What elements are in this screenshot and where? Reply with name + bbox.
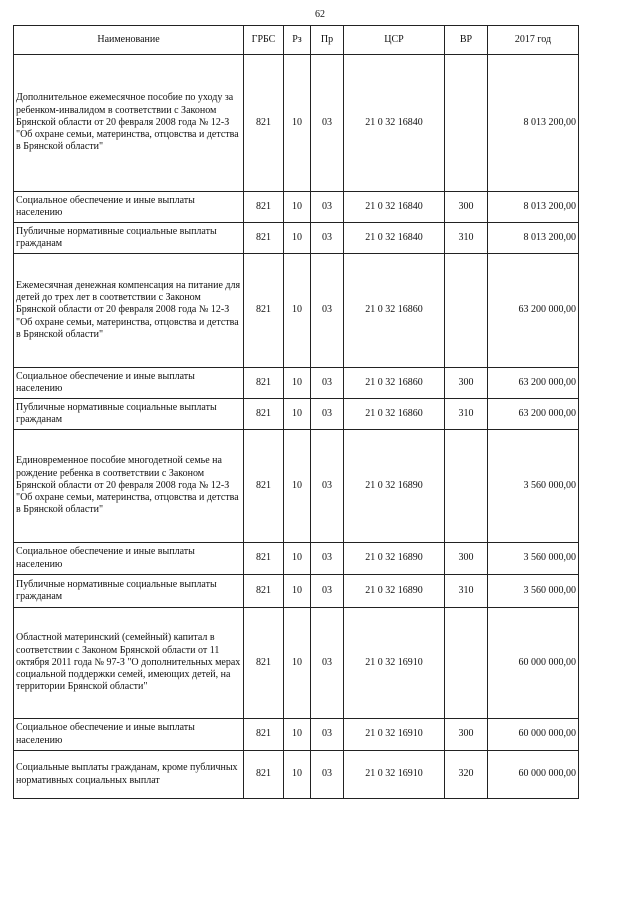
table-row [14,543,579,575]
cell-rz: 10 [284,192,311,223]
cell-grbs: 821 [244,543,284,575]
cell-vr: 300 [445,368,488,399]
cell-grbs: 821 [244,575,284,608]
cell-csr: 21 0 32 16890 [344,430,445,543]
cell-vr: 310 [445,575,488,608]
cell-vr: 300 [445,543,488,575]
cell-csr: 21 0 32 16860 [344,399,445,430]
cell-rz: 10 [284,608,311,719]
cell-amount: 8 013 200,00 [488,192,579,223]
cell-rz: 10 [284,399,311,430]
table-row [14,55,579,192]
cell-pr: 03 [311,192,344,223]
cell-pr: 03 [311,254,344,368]
cell-rz: 10 [284,55,311,192]
cell-rz: 10 [284,223,311,254]
cell-csr: 21 0 32 16840 [344,223,445,254]
cell-vr [445,55,488,192]
header-row [14,26,579,55]
header-pr: Пр [311,26,344,55]
cell-amount: 60 000 000,00 [488,751,579,799]
cell-name: Социальные выплаты гражданам, кроме публичных нормативных социальных выплат [14,751,244,799]
cell-grbs: 821 [244,254,284,368]
cell-grbs: 821 [244,399,284,430]
cell-amount: 60 000 000,00 [488,719,579,751]
table-row [14,751,579,799]
cell-amount: 63 200 000,00 [488,254,579,368]
cell-grbs: 821 [244,223,284,254]
cell-amount: 3 560 000,00 [488,543,579,575]
cell-amount: 8 013 200,00 [488,223,579,254]
cell-pr: 03 [311,55,344,192]
cell-grbs: 821 [244,608,284,719]
cell-name: Областной материнский (семейный) капитал в соответствии с Законом Брянской области от 11 октября 2011 года № 97-З "О дополнительных мерах социальной поддержки семей, имеющих детей, на территории Брянской области" [14,608,244,719]
cell-grbs: 821 [244,55,284,192]
cell-csr: 21 0 32 16860 [344,254,445,368]
cell-pr: 03 [311,751,344,799]
cell-pr: 03 [311,543,344,575]
page-number: 62 [315,9,325,20]
cell-vr: 300 [445,719,488,751]
header-name: Наименование [14,26,244,55]
cell-vr: 300 [445,192,488,223]
table-row [14,575,579,608]
table-row [14,608,579,719]
table-row [14,192,579,223]
table-row [14,399,579,430]
cell-amount: 60 000 000,00 [488,608,579,719]
cell-amount: 8 013 200,00 [488,55,579,192]
cell-csr: 21 0 32 16890 [344,543,445,575]
cell-pr: 03 [311,608,344,719]
cell-vr [445,608,488,719]
table-row [14,719,579,751]
cell-csr: 21 0 32 16840 [344,55,445,192]
cell-pr: 03 [311,719,344,751]
cell-name: Ежемесячная денежная компенсация на питание для детей до трех лет в соответствии с Законом Брянской области от 20 февраля 2008 года № 12-З "Об охране семьи, материнства, отцовства и детства в Брянской области" [14,254,244,368]
cell-csr: 21 0 32 16910 [344,751,445,799]
cell-amount: 63 200 000,00 [488,368,579,399]
table-row [14,254,579,368]
cell-grbs: 821 [244,192,284,223]
cell-name: Социальное обеспечение и иные выплаты населению [14,192,244,223]
cell-rz: 10 [284,719,311,751]
cell-rz: 10 [284,254,311,368]
header-grbs: ГРБС [244,26,284,55]
cell-pr: 03 [311,368,344,399]
cell-pr: 03 [311,223,344,254]
cell-csr: 21 0 32 16890 [344,575,445,608]
cell-csr: 21 0 32 16910 [344,719,445,751]
cell-name: Единовременное пособие многодетной семье на рождение ребенка в соответствии с Законом Брянской области от 20 февраля 2008 года № 12-З "Об охране семьи, материнства, отцовства и детства в Брянской области" [14,430,244,543]
cell-grbs: 821 [244,719,284,751]
cell-csr: 21 0 32 16840 [344,192,445,223]
cell-name: Социальное обеспечение и иные выплаты населению [14,719,244,751]
cell-name: Публичные нормативные социальные выплаты гражданам [14,575,244,608]
cell-rz: 10 [284,751,311,799]
cell-amount: 3 560 000,00 [488,430,579,543]
budget-table [13,25,579,799]
header-rz: Рз [284,26,311,55]
cell-rz: 10 [284,368,311,399]
table-row [14,223,579,254]
header-csr: ЦСР [344,26,445,55]
cell-csr: 21 0 32 16860 [344,368,445,399]
table-row [14,430,579,543]
cell-name: Дополнительное ежемесячное пособие по уходу за ребенком-инвалидом в соответствии с Законом Брянской области от 20 февраля 2008 года № 12-З "Об охране семьи, материнства, отцовства и детства в Брянской области" [14,55,244,192]
cell-pr: 03 [311,399,344,430]
cell-pr: 03 [311,575,344,608]
table-row [14,368,579,399]
header-vr: ВР [445,26,488,55]
cell-rz: 10 [284,575,311,608]
cell-vr: 320 [445,751,488,799]
cell-pr: 03 [311,430,344,543]
cell-vr: 310 [445,223,488,254]
cell-amount: 3 560 000,00 [488,575,579,608]
cell-grbs: 821 [244,368,284,399]
cell-name: Публичные нормативные социальные выплаты гражданам [14,223,244,254]
cell-rz: 10 [284,543,311,575]
cell-grbs: 821 [244,751,284,799]
cell-csr: 21 0 32 16910 [344,608,445,719]
cell-name: Публичные нормативные социальные выплаты гражданам [14,399,244,430]
header-year: 2017 год [488,26,579,55]
cell-vr [445,430,488,543]
cell-name: Социальное обеспечение и иные выплаты населению [14,543,244,575]
cell-vr [445,254,488,368]
cell-name: Социальное обеспечение и иные выплаты населению [14,368,244,399]
cell-amount: 63 200 000,00 [488,399,579,430]
cell-grbs: 821 [244,430,284,543]
cell-rz: 10 [284,430,311,543]
cell-vr: 310 [445,399,488,430]
